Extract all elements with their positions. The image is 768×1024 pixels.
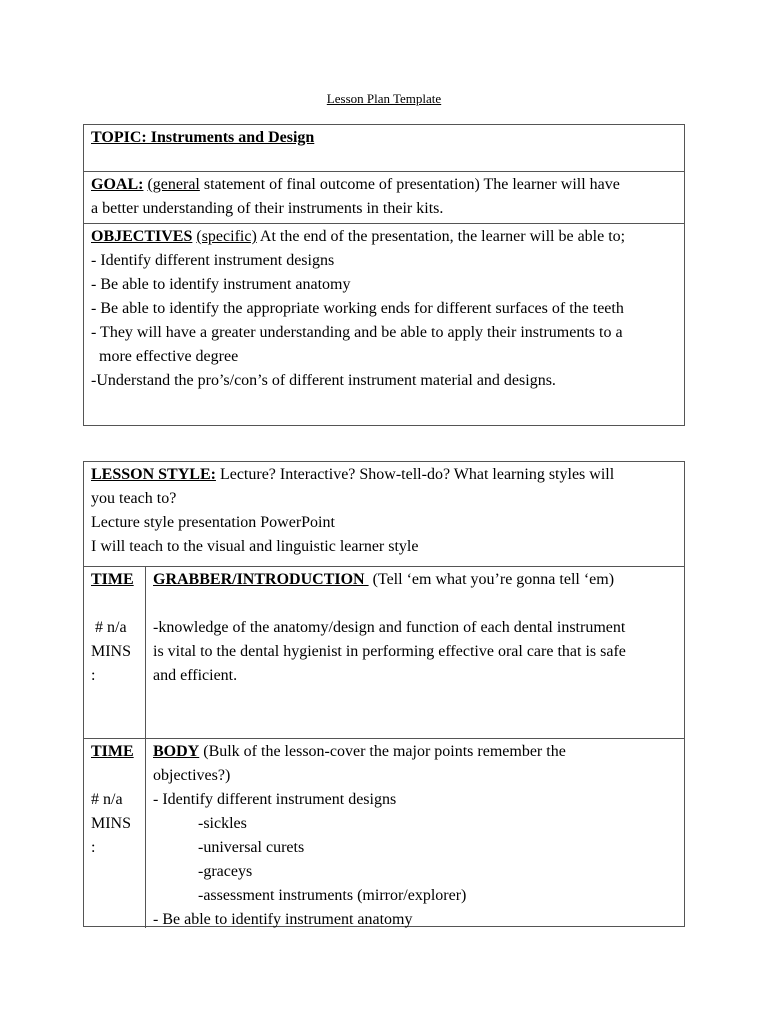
lesson-style-line1-rest: Lecture? Interactive? Show-tell-do? What learning styles will bbox=[215, 466, 615, 483]
lesson-style-line-1 bbox=[91, 463, 677, 487]
body-subitem: -universal curets bbox=[198, 839, 305, 856]
body-point: - Identify different instrument designs bbox=[153, 791, 397, 808]
body-row bbox=[84, 738, 684, 928]
body-content-cell bbox=[146, 739, 684, 928]
body-heading-note: (Bulk of the lesson-cover the major points remember the bbox=[199, 743, 566, 760]
page-title: Lesson Plan Template bbox=[326, 91, 442, 106]
grabber-text-line: is vital to the dental hygienist in performing effective oral care that is safe bbox=[153, 643, 626, 660]
goal-line-1 bbox=[91, 173, 677, 197]
body-heading: BODY bbox=[153, 743, 200, 760]
lesson-table bbox=[83, 461, 685, 927]
goal-line1-rest: statement of final outcome of presentation) The learner will have bbox=[199, 176, 620, 193]
objective-item: - They will have a greater understanding and be able to apply their instruments to a bbox=[91, 324, 623, 341]
body-heading-note-2: objectives?) bbox=[153, 767, 231, 784]
grabber-row bbox=[84, 566, 684, 738]
body-time-label: TIME bbox=[91, 743, 134, 760]
body-colon: : bbox=[91, 839, 96, 856]
objectives-heading bbox=[91, 225, 677, 249]
lesson-style-label: LESSON STYLE: bbox=[91, 466, 216, 483]
objective-item: - Identify different instrument designs bbox=[91, 252, 335, 269]
body-point: - Be able to identify instrument anatomy bbox=[153, 911, 413, 928]
grabber-time-label: TIME bbox=[91, 571, 134, 588]
grabber-heading-note: (Tell ‘em what you’re gonna tell ‘em) bbox=[368, 571, 615, 588]
grabber-text-line: and efficient. bbox=[153, 667, 238, 684]
lesson-style-line-4: I will teach to the visual and linguistic learner style bbox=[91, 538, 419, 555]
objectives-specific: (specific) bbox=[196, 228, 257, 245]
grabber-heading-line bbox=[153, 568, 677, 592]
body-mins: MINS bbox=[91, 815, 132, 832]
objective-item: -Understand the pro’s/con’s of different instrument material and designs. bbox=[91, 372, 556, 389]
goals-table bbox=[83, 124, 685, 426]
body-heading-line bbox=[153, 740, 677, 764]
topic-label: TOPIC: Instruments and Design bbox=[91, 129, 315, 146]
grabber-heading: GRABBER/INTRODUCTION bbox=[153, 571, 369, 588]
lesson-style-line-3: Lecture style presentation PowerPoint bbox=[91, 514, 335, 531]
body-subitem: -assessment instruments (mirror/explorer) bbox=[198, 887, 467, 904]
objectives-label: OBJECTIVES bbox=[91, 228, 193, 245]
goal-paren: ( bbox=[147, 176, 153, 193]
lesson-style-line-2: you teach to? bbox=[91, 490, 177, 507]
body-subitem: -sickles bbox=[198, 815, 247, 832]
goal-line-2: a better understanding of their instruments in their kits. bbox=[91, 200, 444, 217]
body-subitem: -graceys bbox=[198, 863, 253, 880]
goal-general: general bbox=[152, 176, 200, 193]
objectives-cell bbox=[84, 223, 684, 393]
objective-item: - Be able to identify instrument anatomy bbox=[91, 276, 351, 293]
objectives-intro: At the end of the presentation, the learner will be able to; bbox=[256, 228, 626, 245]
objective-item: more effective degree bbox=[99, 348, 239, 365]
topic-cell bbox=[84, 125, 684, 171]
grabber-content-cell bbox=[146, 567, 684, 738]
body-time-value: # n/a bbox=[91, 791, 123, 808]
objective-item: - Be able to identify the appropriate working ends for different surfaces of the teeth bbox=[91, 300, 624, 317]
grabber-mins: MINS bbox=[91, 643, 132, 660]
grabber-text-line: -knowledge of the anatomy/design and function of each dental instrument bbox=[153, 619, 626, 636]
goal-cell bbox=[84, 171, 684, 223]
body-time-cell bbox=[84, 739, 146, 928]
goal-label: GOAL: bbox=[91, 176, 144, 193]
grabber-colon: : bbox=[91, 667, 96, 684]
lesson-style-cell bbox=[84, 462, 684, 566]
grabber-time-cell bbox=[84, 567, 146, 738]
grabber-time-value: # n/a bbox=[91, 619, 127, 636]
